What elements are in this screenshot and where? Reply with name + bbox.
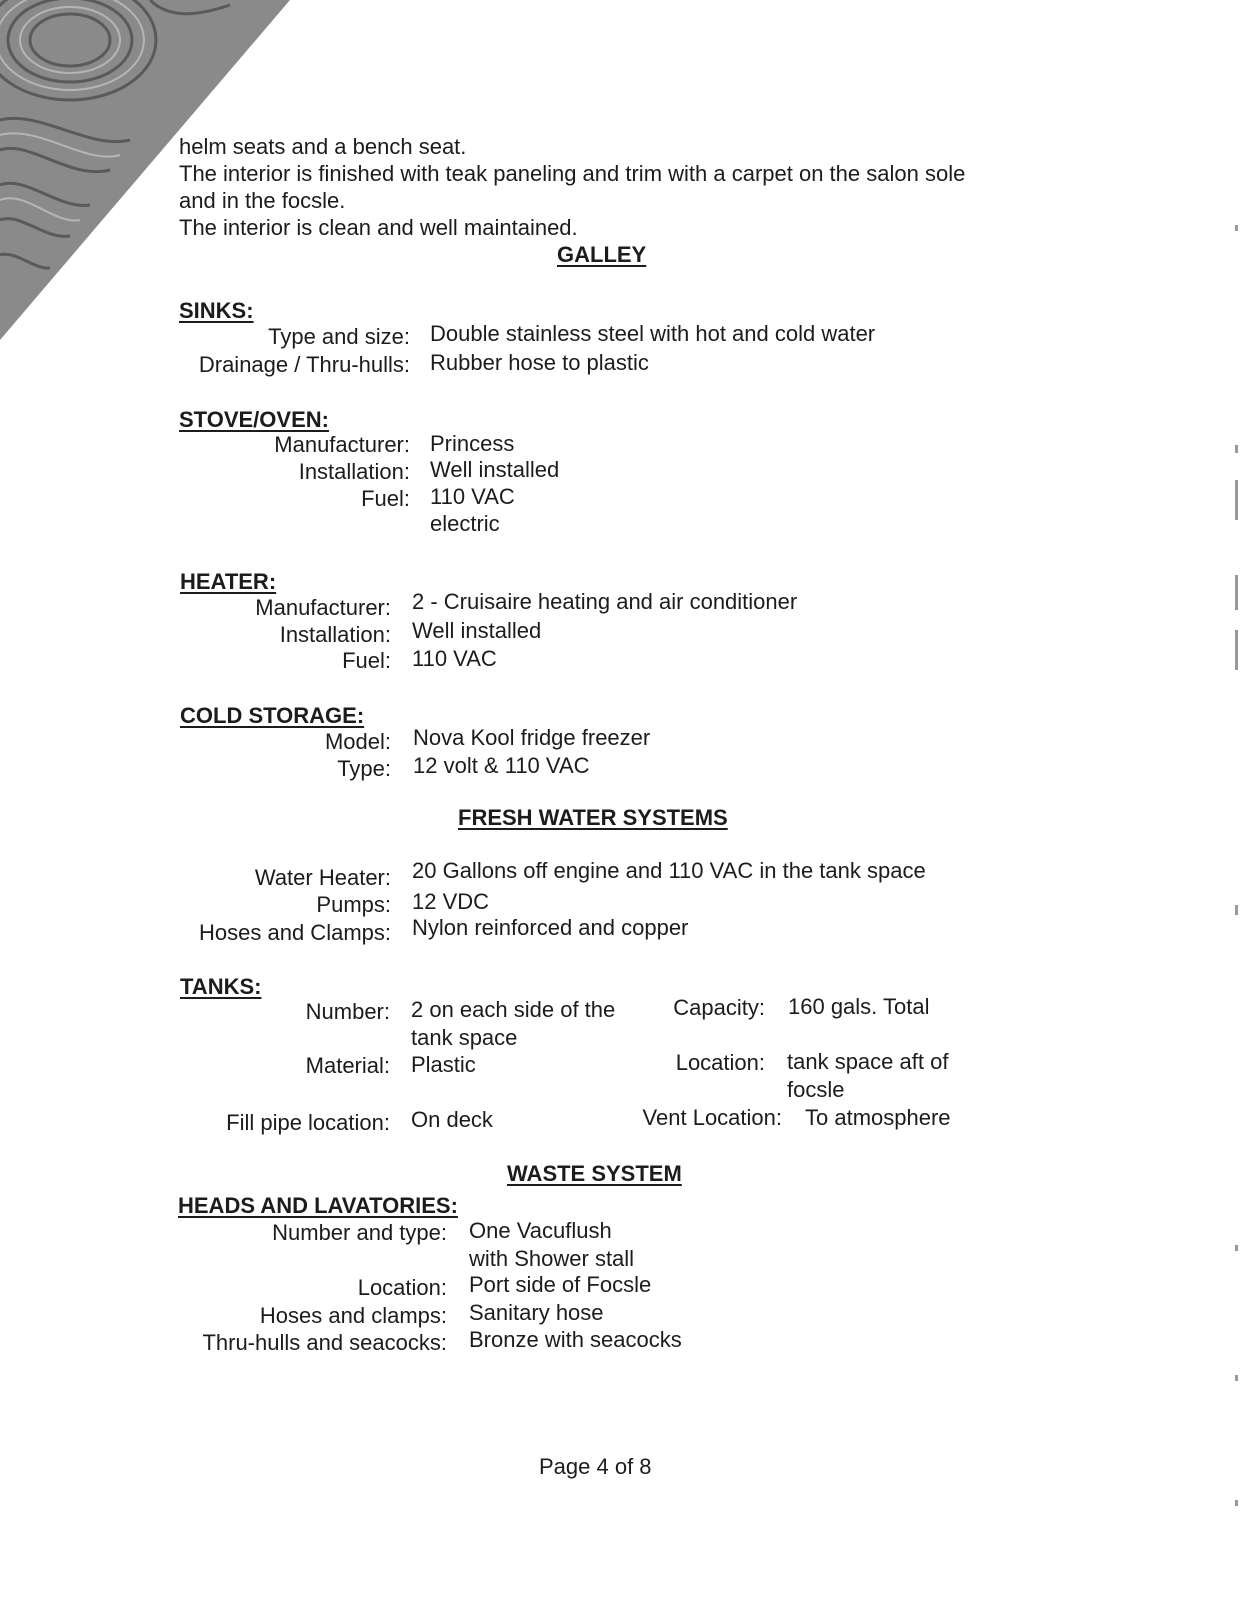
heads-number-value: One Vacuflush [469,1218,612,1243]
scan-mark [1235,1375,1238,1381]
hoses-clamps-label: Hoses and Clamps: [199,920,391,945]
page-number: Page 4 of 8 [539,1454,652,1479]
heater-fuel-label: Fuel: [342,648,391,673]
intro-line: The interior is finished with teak paneling and trim with a carpet on the salon sole [179,161,966,186]
scan-mark [1235,1245,1238,1251]
tanks-number-value-continued: tank space [411,1025,518,1050]
sinks-heading: SINKS: [179,298,254,323]
vent-location-label: Vent Location: [642,1105,782,1130]
cold-model-label: Model: [324,729,391,754]
thru-hulls-label: Thru-hulls and seacocks: [202,1330,447,1355]
heater-installation-value: Well installed [412,618,542,643]
pumps-value: 12 VDC [412,889,490,914]
heater-manufacturer-value: 2 - Cruisaire heating and air conditioner [412,589,798,614]
stove-fuel-label: Fuel: [361,486,410,511]
tanks-location-label: Location: [675,1050,765,1075]
heads-number-value-continued: with Shower stall [469,1246,635,1271]
thru-hulls-value: Bronze with seacocks [469,1327,682,1352]
heads-location-label: Location: [357,1275,447,1300]
intro-line: The interior is clean and well maintained. [179,215,578,240]
scan-mark [1235,445,1238,453]
stove-manufacturer-value: Princess [430,431,515,456]
heater-installation-label: Installation: [279,622,391,647]
tanks-material-label: Material: [305,1053,390,1078]
scan-mark [1235,480,1238,520]
tanks-capacity-label: Capacity: [673,995,765,1020]
tanks-number-label: Number: [305,999,390,1024]
heads-hoses-value: Sanitary hose [469,1300,604,1325]
tanks-capacity-value: 160 gals. Total [788,994,930,1019]
intro-line: helm seats and a bench seat. [179,134,467,159]
stove-fuel-value: 110 VAC [430,484,515,509]
waste-system-title: WASTE SYSTEM [507,1161,682,1186]
heater-fuel-value: 110 VAC [412,646,497,671]
sinks-drain-label: Drainage / Thru-hulls: [198,352,410,377]
cold-type-value: 12 volt & 110 VAC [413,753,590,778]
stove-heading: STOVE/OVEN: [179,407,329,432]
scan-mark [1235,225,1238,231]
stove-installation-value: Well installed [430,457,560,482]
cold-type-label: Type: [337,756,391,781]
pumps-label: Pumps: [316,892,391,917]
heads-number-label: Number and type: [272,1220,447,1245]
intro-line: and in the focsle. [179,188,346,213]
tanks-material-value: Plastic [411,1052,476,1077]
hoses-clamps-value: Nylon reinforced and copper [412,915,689,940]
water-heater-label: Water Heater: [254,865,391,890]
sinks-type-value: Double stainless steel with hot and cold water [430,321,876,346]
stove-fuel-value-continued: electric [430,511,500,536]
scan-mark [1235,1500,1238,1506]
heater-heading: HEATER: [180,569,277,594]
water-heater-value: 20 Gallons off engine and 110 VAC in the tank space [412,858,926,883]
fill-pipe-value: On deck [411,1107,493,1132]
scan-mark [1235,905,1238,915]
stove-manufacturer-label: Manufacturer: [274,432,410,457]
heads-location-value: Port side of Focsle [469,1272,652,1297]
galley-title: GALLEY [557,242,647,267]
tanks-location-value-continued: focsle [787,1077,845,1102]
scan-mark [1235,575,1238,610]
vent-location-value: To atmosphere [805,1105,951,1130]
sinks-type-label: Type and size: [268,324,410,349]
fill-pipe-label: Fill pipe location: [226,1110,390,1135]
fresh-water-title: FRESH WATER SYSTEMS [458,805,728,830]
cold-storage-heading: COLD STORAGE: [180,703,365,728]
stove-installation-label: Installation: [298,459,410,484]
tanks-location-value: tank space aft of [787,1049,949,1074]
tanks-heading: TANKS: [180,974,262,999]
heater-manufacturer-label: Manufacturer: [255,595,391,620]
heads-hoses-label: Hoses and clamps: [259,1303,447,1328]
scan-mark [1235,630,1238,670]
heads-lavatories-heading: HEADS AND LAVATORIES: [178,1193,458,1218]
cold-model-value: Nova Kool fridge freezer [413,725,651,750]
sinks-drain-value: Rubber hose to plastic [430,350,649,375]
tanks-number-value: 2 on each side of the [411,997,616,1022]
